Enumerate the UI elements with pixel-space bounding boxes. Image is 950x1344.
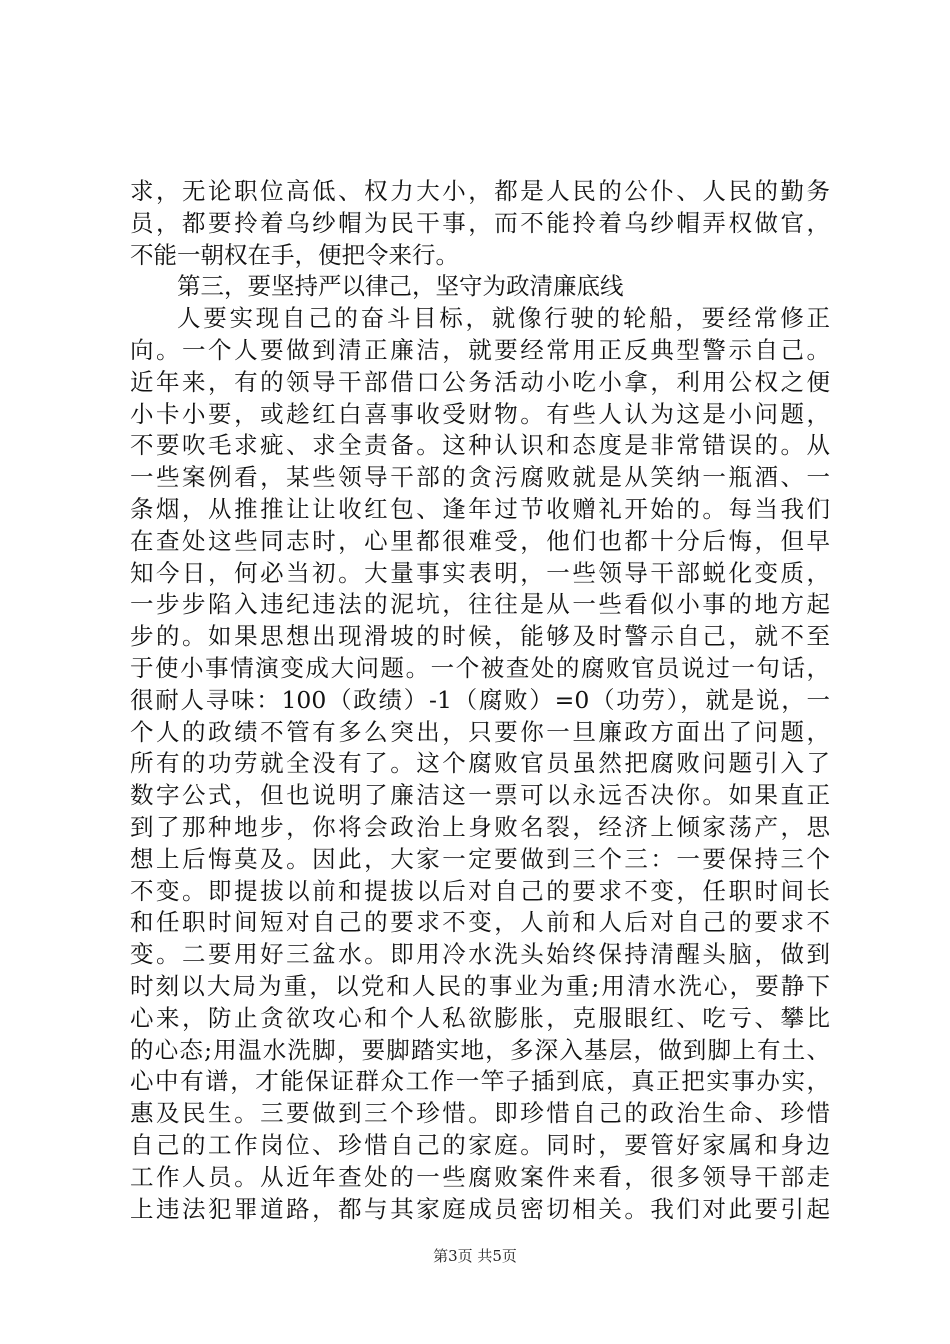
- text-line: 想上后悔莫及。因此，大家一定要做到三个三：一要保持三个: [130, 844, 830, 873]
- text-line: 和任职时间短对自己的要求不变，人前和人后对自己的要求不: [130, 908, 830, 937]
- text-line: 向。一个人要做到清正廉洁，就要经常用正反典型警示自己。: [130, 335, 830, 364]
- text-line: 不变。即提拔以前和提拔以后对自己的要求不变，任职时间长: [130, 876, 830, 905]
- text-line: 个人的政绩不管有多么突出，只要你一旦廉政方面出了问题，: [130, 717, 830, 746]
- paragraph-first-line: 人要实现自己的奋斗目标，就像行驶的轮船，要经常修正: [177, 304, 830, 333]
- text-line: 小卡小要，或趁红白喜事收受财物。有些人认为这是小问题，: [130, 399, 830, 428]
- text-line: 的心态;用温水洗脚，要脚踏实地，多深入基层，做到脚上有土、: [130, 1035, 830, 1064]
- text-line: 工作人员。从近年查处的一些腐败案件来看，很多领导干部走: [130, 1162, 830, 1191]
- text-line: 一步步陷入违纪违法的泥坑，往往是从一些看似小事的地方起: [130, 590, 830, 619]
- body-text: [130, 176, 830, 1225]
- text-line: 所有的功劳就全没有了。这个腐败官员虽然把腐败问题引入了: [130, 749, 830, 778]
- text-line: 求，无论职位高低、权力大小，都是人民的公仆、人民的勤务: [130, 177, 830, 205]
- text-line: 步的。如果思想出现滑坡的时候，能够及时警示自己，就不至: [130, 622, 830, 651]
- text-line: 于使小事情演变成大问题。一个被查处的腐败官员说过一句话，: [130, 653, 830, 682]
- text-line: 数字公式，但也说明了廉洁这一票可以永远否决你。如果直正: [130, 781, 830, 810]
- text-line: 在查处这些同志时，心里都很难受，他们也都十分后悔，但早: [130, 526, 830, 555]
- text-line: 变。二要用好三盆水。即用冷水洗头始终保持清醒头脑，做到: [130, 940, 830, 969]
- text-line: 心来，防止贪欲攻心和个人私欲膨胀，克服眼红、吃亏、攀比: [130, 1003, 830, 1032]
- text-line: 不能一朝权在手，便把令来行。: [130, 240, 459, 269]
- text-line: 知今日，何必当初。大量事实表明，一些领导干部蜕化变质，: [130, 558, 830, 587]
- text-line: 近年来，有的领导干部借口公务活动小吃小拿，利用公权之便: [130, 367, 830, 396]
- text-line: 员，都要拎着乌纱帽为民干事，而不能拎着乌纱帽弄权做官，: [130, 208, 830, 237]
- text-line: 很耐人寻味：100（政绩）-1（腐败）=0（功劳），就是说，一: [130, 685, 830, 714]
- text-line: 时刻以大局为重，以党和人民的事业为重;用清水洗心，要静下: [130, 971, 830, 1000]
- text-line: 一些案例看，某些领导干部的贪污腐败就是从笑纳一瓶酒、一: [130, 463, 830, 492]
- page-footer: 第3页 共5页: [433, 1247, 517, 1265]
- text-line: 到了那种地步，你将会政治上身败名裂，经济上倾家荡产，思: [130, 812, 830, 841]
- text-line: 惠及民生。三要做到三个珍惜。即珍惜自己的政治生命、珍惜: [130, 1099, 830, 1128]
- text-line: 心中有谱，才能保证群众工作一竿子插到底，真正把实事办实，: [130, 1067, 830, 1096]
- text-line: 上违法犯罪道路，都与其家庭成员密切相关。我们对此要引起: [130, 1194, 830, 1223]
- section-heading: 第三，要坚持严以律己，坚守为政清廉底线: [177, 272, 624, 301]
- text-line: 条烟，从推推让让收红包、逢年过节收赠礼开始的。每当我们: [130, 494, 830, 523]
- text-line: 不要吹毛求疵、求全责备。这种认识和态度是非常错误的。从: [130, 431, 830, 460]
- text-line: 自己的工作岗位、珍惜自己的家庭。同时，要管好家属和身边: [130, 1130, 830, 1159]
